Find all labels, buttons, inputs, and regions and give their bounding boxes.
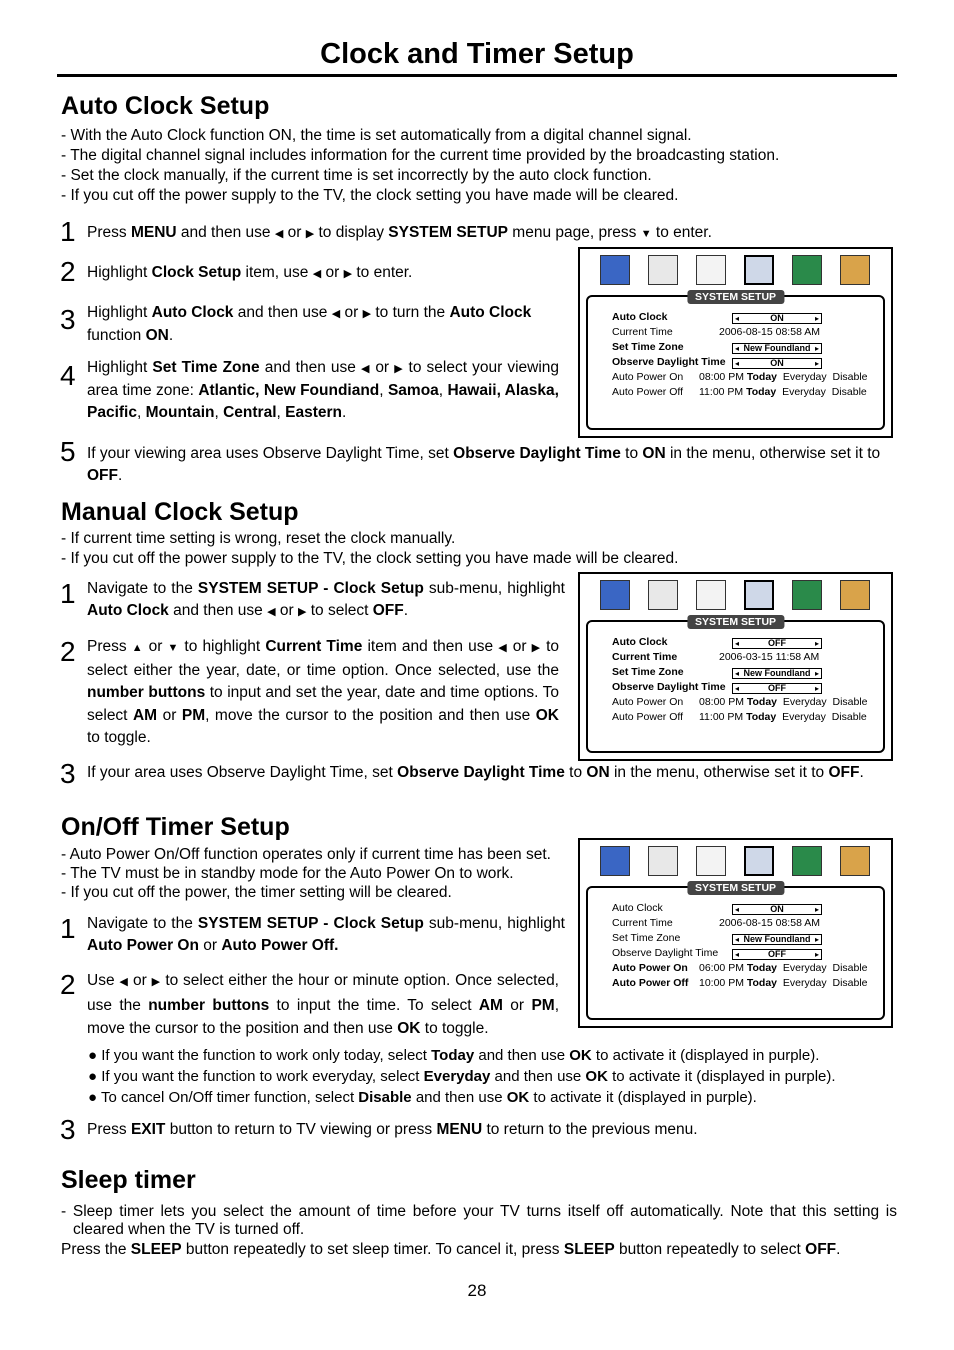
value-text: Everyday (782, 962, 827, 974)
page-title: Clock and Timer Setup (320, 38, 634, 70)
parental-icon (840, 846, 870, 876)
auto-clock-value (732, 904, 822, 915)
value-text: Everyday (782, 696, 827, 708)
left-arrow-icon: ◂ (735, 950, 740, 959)
power-on-value (699, 962, 868, 974)
current-time-value: 2006-08-15 08:58 AM (719, 326, 820, 338)
manual-clock-intro (61, 529, 901, 569)
value-text: Today (746, 696, 778, 708)
power-on-value (699, 371, 868, 383)
step-number: 4 (60, 360, 76, 391)
menu-label: Auto Power Off (612, 386, 684, 398)
sleep-heading: Sleep timer (61, 1166, 196, 1194)
value-text: ON (770, 313, 784, 323)
daylight-value (732, 949, 822, 960)
value-text: ON (770, 904, 784, 914)
left-arrow-icon: ◂ (735, 344, 740, 353)
menu-label: Set Time Zone (612, 666, 684, 678)
step-number: 1 (60, 578, 76, 609)
menu-label: Current Time (612, 326, 673, 338)
menu-label: Observe Daylight Time (612, 356, 726, 368)
manual-step-3: If your area uses Observe Daylight Time, set Observe Daylight Time to ON in the menu, otherwise set it to OFF. (87, 764, 864, 781)
intro-line: - Set the clock manually, if the current time is set incorrectly by the auto clock function. (61, 167, 652, 184)
timer-intro (61, 845, 571, 902)
value-text: New Foundland (743, 934, 811, 944)
manual-step-2: Press ▲ or ▼ to highlight Current Time item and then use ◀ or ▶ to select either the year, date, or time option. Once selected, use the number buttons to input and set the year, date and time options. To select AM or PM, move the cursor to the position and then use OK to toggle. (87, 638, 559, 747)
value-text: 10:00 PM (699, 977, 744, 989)
value-text: Today (746, 962, 778, 974)
timer-step-2: Use ◀ or ▶ to select either the hour or minute option. Once selected, use the number buttons to input the time. To select AM or PM, move the cursor to the position and then use OK to toggle. (87, 972, 559, 1037)
value-text: Disable (832, 696, 868, 708)
sound-icon (696, 580, 726, 610)
right-arrow-icon: ▸ (814, 344, 819, 353)
step-number: 2 (60, 636, 76, 667)
current-time-value: 2006-08-15 08:58 AM (719, 917, 820, 929)
right-arrow-icon: ▸ (814, 314, 819, 323)
menu-label: Auto Power Off (612, 977, 689, 989)
right-arrow-icon: ▸ (814, 905, 819, 914)
step-number: 1 (60, 216, 76, 247)
menu-icon-bar (588, 580, 883, 616)
menu-panel (586, 882, 885, 1020)
value-text: OFF (768, 949, 786, 959)
channel-icon (648, 846, 678, 876)
current-time-value: 2006-03-15 11:58 AM (719, 651, 820, 663)
sound-icon (696, 255, 726, 285)
step-number: 2 (60, 969, 76, 1000)
value-text: 11:00 PM (699, 386, 744, 398)
right-arrow-icon: ▸ (814, 639, 819, 648)
manual-step-1: Navigate to the SYSTEM SETUP - Clock Setup sub-menu, highlight Auto Clock and then use ◀ or ▶ to select OFF. (87, 580, 565, 619)
auto-clock-heading: Auto Clock Setup (61, 92, 270, 120)
time-zone-value (732, 934, 822, 945)
value-text: 06:00 PM (699, 962, 744, 974)
list-item: ● To cancel On/Off timer function, select Disable and then use OK to activate it (displayed in purple). (88, 1089, 757, 1106)
feature-icon (792, 255, 822, 285)
setup-gear-icon (744, 580, 774, 610)
auto-step-3: Highlight Auto Clock and then use ◀ or ▶ to turn the Auto Clock function ON. (87, 304, 532, 344)
timer-step-3: Press EXIT button to return to TV viewing or press MENU to return to the previous menu. (87, 1121, 698, 1138)
right-arrow-icon: ▸ (814, 669, 819, 678)
left-arrow-icon: ◂ (735, 669, 740, 678)
time-zone-value (732, 343, 822, 354)
value-text: Today (746, 977, 778, 989)
value-text: OFF (768, 638, 786, 648)
channel-icon (648, 580, 678, 610)
menu-label: Auto Power On (612, 696, 684, 708)
intro-line: - If you cut off the power supply to the TV, the clock setting you have made will be cleared. (61, 187, 679, 204)
parental-icon (840, 255, 870, 285)
list-item: ● If you want the function to work everyday, select Everyday and then use OK to activate it (displayed in purple). (88, 1068, 836, 1085)
intro-line: - The digital channel signal includes information for the current time provided by the broadcasting station. (61, 147, 780, 164)
timer-step-1: Navigate to the SYSTEM SETUP - Clock Setup sub-menu, highlight Auto Power On or Auto Power Off. (87, 915, 565, 954)
time-zone-value (732, 668, 822, 679)
system-setup-screenshot (578, 572, 893, 761)
left-arrow-icon: ◂ (735, 639, 740, 648)
left-arrow-icon: ◂ (735, 359, 740, 368)
setup-gear-icon (744, 255, 774, 285)
auto-step-5: If your viewing area uses Observe Daylight Time, set Observe Daylight Time to ON in the menu, otherwise set it to OFF. (87, 445, 881, 484)
menu-header: SYSTEM SETUP (687, 615, 784, 629)
sleep-text: - Sleep timer lets you select the amount of time before your TV turns itself off automatically. Note that this setting is cleared when the TV is turned off. (61, 1203, 897, 1238)
menu-icon-bar (588, 255, 883, 291)
intro-line: - If you cut off the power supply to the TV, the clock setting you have made will be cleared. (61, 550, 679, 567)
power-off-value (699, 977, 868, 989)
step-number: 5 (60, 436, 76, 467)
channel-icon (648, 255, 678, 285)
auto-clock-value (732, 638, 822, 649)
value-text: Disable (831, 386, 867, 398)
value-text: Everyday (782, 371, 827, 383)
system-setup-screenshot (578, 838, 893, 1028)
menu-label: Auto Power Off (612, 711, 684, 723)
menu-label: Auto Clock (612, 636, 668, 648)
value-text: Everyday (782, 711, 826, 723)
value-text: 08:00 PM (699, 696, 744, 708)
setup-gear-icon (744, 846, 774, 876)
value-text: Everyday (782, 977, 827, 989)
daylight-value (732, 683, 822, 694)
timer-heading: On/Off Timer Setup (61, 813, 290, 841)
menu-label: Set Time Zone (612, 341, 684, 353)
daylight-value (732, 358, 822, 369)
parental-icon (840, 580, 870, 610)
feature-icon (792, 846, 822, 876)
auto-step-4: Highlight Set Time Zone and then use ◀ or ▶ to select your viewing area time zone: Atlantic, New Foundiand, Samoa, Hawaii, Alaska, Pacific, Mountain, Central, Eastern. (87, 359, 560, 421)
step-number: 3 (60, 758, 76, 789)
value-text: Disable (832, 962, 868, 974)
step-number: 2 (60, 256, 76, 287)
system-setup-screenshot (578, 247, 893, 438)
auto-step-1: Press MENU and then use ◀ or ▶ to display SYSTEM SETUP menu page, press ▼ to enter. (87, 224, 712, 241)
sleep-body (61, 1203, 897, 1259)
right-arrow-icon: ▸ (814, 935, 819, 944)
value-text: Disable (832, 977, 868, 989)
value-text: Disable (831, 711, 867, 723)
left-arrow-icon: ◂ (735, 314, 740, 323)
menu-label: Current Time (612, 651, 678, 663)
value-text: Today (746, 386, 777, 398)
intro-line: - With the Auto Clock function ON, the time is set automatically from a digital channel signal. (61, 127, 692, 144)
picture-icon (600, 580, 630, 610)
menu-label: Auto Clock (612, 311, 668, 323)
menu-panel (586, 291, 885, 430)
value-text: 08:00 PM (699, 371, 744, 383)
power-on-value (699, 696, 868, 708)
right-arrow-icon: ▸ (814, 359, 819, 368)
auto-clock-intro (61, 126, 901, 206)
menu-label: Observe Daylight Time (612, 681, 726, 693)
menu-label: Auto Clock (612, 902, 663, 914)
left-arrow-icon: ◂ (735, 935, 740, 944)
menu-panel (586, 616, 885, 753)
menu-header: SYSTEM SETUP (687, 290, 784, 304)
list-item: ● If you want the function to work only today, select Today and then use OK to activate it (displayed in purple). (88, 1047, 820, 1064)
menu-icon-bar (588, 846, 883, 882)
intro-line: - If you cut off the power, the timer setting will be cleared. (61, 884, 452, 901)
manual-clock-heading: Manual Clock Setup (61, 498, 299, 526)
value-text: ON (770, 358, 784, 368)
value-text: 11:00 PM (699, 711, 744, 723)
picture-icon (600, 255, 630, 285)
right-arrow-icon: ▸ (814, 950, 819, 959)
page-number: 28 (467, 1281, 487, 1300)
menu-header: SYSTEM SETUP (687, 881, 784, 895)
value-text: Everyday (782, 386, 826, 398)
step-number: 1 (60, 913, 76, 944)
value-text: Today (746, 711, 777, 723)
auto-clock-value (732, 313, 822, 324)
menu-label: Current Time (612, 917, 673, 929)
timer-bullets (88, 1045, 888, 1108)
power-off-value (699, 386, 867, 398)
value-text: Today (746, 371, 778, 383)
step-number: 3 (60, 304, 76, 335)
feature-icon (792, 580, 822, 610)
power-off-value (699, 711, 867, 723)
intro-line: - Auto Power On/Off function operates only if current time has been set. (61, 846, 551, 863)
left-arrow-icon: ◂ (735, 905, 740, 914)
value-text: OFF (768, 683, 786, 693)
menu-label: Auto Power On (612, 962, 688, 974)
intro-line: - If current time setting is wrong, reset the clock manually. (61, 530, 456, 547)
value-text: New Foundland (743, 668, 811, 678)
sound-icon (696, 846, 726, 876)
left-arrow-icon: ◂ (735, 684, 740, 693)
menu-label: Auto Power On (612, 371, 684, 383)
intro-line: - The TV must be in standby mode for the Auto Power On to work. (61, 865, 514, 882)
auto-step-2: Highlight Clock Setup item, use ◀ or ▶ to enter. (87, 264, 413, 281)
value-text: New Foundland (743, 343, 811, 353)
sleep-text: Press the SLEEP button repeatedly to set sleep timer. To cancel it, press SLEEP button repeatedly to select OFF. (61, 1241, 841, 1258)
title-rule (57, 74, 897, 77)
value-text: Disable (832, 371, 868, 383)
right-arrow-icon: ▸ (814, 684, 819, 693)
menu-label: Set Time Zone (612, 932, 681, 944)
menu-label: Observe Daylight Time (612, 947, 719, 959)
picture-icon (600, 846, 630, 876)
step-number: 3 (60, 1114, 76, 1145)
